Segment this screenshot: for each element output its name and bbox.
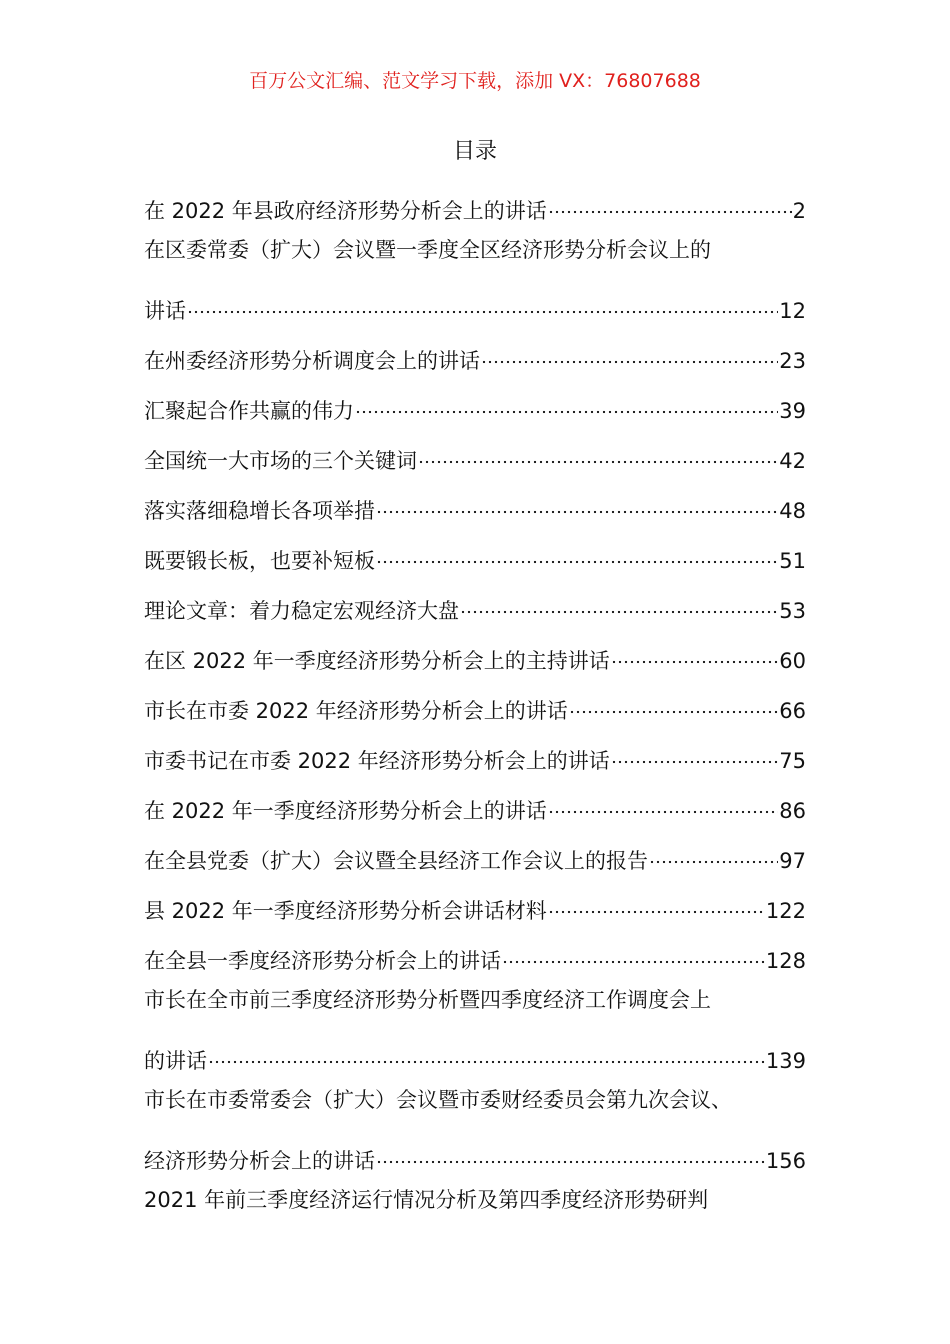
toc-page-number: 51	[779, 549, 806, 573]
dot-leader	[548, 182, 792, 218]
toc-entry-line	[144, 582, 806, 632]
toc-entry-title: 落实落细稳增长各项举措	[144, 499, 375, 523]
dot-leader	[548, 782, 778, 818]
toc-page-number: 66	[779, 699, 806, 723]
toc-entry[interactable]	[144, 332, 806, 382]
toc-page-number: 53	[779, 599, 806, 623]
dot-leader	[355, 382, 778, 418]
toc-entry-title: 讲话	[144, 299, 186, 323]
toc-entry[interactable]	[144, 232, 806, 332]
toc-page-number: 60	[779, 649, 806, 673]
toc-entry-title: 既要锻长板，也要补短板	[144, 549, 375, 573]
toc-page-number: 97	[779, 849, 806, 873]
toc-entry[interactable]	[144, 182, 806, 232]
toc-entry-line	[144, 182, 806, 232]
toc-page-number: 42	[779, 449, 806, 473]
toc-entry-title: 全国统一大市场的三个关键词	[144, 449, 417, 473]
toc-entry[interactable]	[144, 832, 806, 882]
toc-entry[interactable]	[144, 632, 806, 682]
toc-entry-line	[144, 382, 806, 432]
dot-leader	[376, 482, 778, 518]
toc-entry-line	[144, 732, 806, 782]
toc-entry-title: 市长在全市前三季度经济形势分析暨四季度经济工作调度会上	[144, 988, 711, 1012]
toc-page-number: 23	[779, 349, 806, 373]
toc-entry-title: 在 2022 年县政府经济形势分析会上的讲话	[144, 199, 547, 223]
dot-leader	[376, 1132, 765, 1168]
toc-entry-line	[144, 882, 806, 932]
toc-entry-line	[144, 1132, 806, 1182]
toc-entry-title: 汇聚起合作共赢的伟力	[144, 399, 354, 423]
toc-entry-title: 经济形势分析会上的讲话	[144, 1149, 375, 1173]
toc-entry-title: 理论文章：着力稳定宏观经济大盘	[144, 599, 459, 623]
toc-page-number: 128	[765, 949, 806, 973]
toc-entry-line	[144, 782, 806, 832]
toc-entry[interactable]	[144, 582, 806, 632]
toc-entry[interactable]	[144, 1082, 806, 1182]
toc-entry[interactable]	[144, 882, 806, 932]
toc-page-number: 75	[779, 749, 806, 773]
promo-banner: 百万公文汇编、范文学习下载，添加 VX：76807688	[249, 70, 701, 92]
toc-page-number: 39	[779, 399, 806, 423]
toc-entry-line	[144, 332, 806, 382]
dot-leader	[187, 282, 778, 318]
toc-page-number: 2	[792, 199, 806, 223]
dot-leader	[548, 882, 765, 918]
dot-leader	[418, 432, 778, 468]
toc-entry[interactable]	[144, 1182, 806, 1232]
toc-entry-line	[144, 832, 806, 882]
dot-leader	[649, 832, 778, 868]
dot-leader	[208, 1032, 765, 1068]
toc-entry[interactable]	[144, 782, 806, 832]
toc-entry-line	[144, 682, 806, 732]
dot-leader	[502, 932, 765, 968]
dot-leader	[569, 682, 778, 718]
toc-entry[interactable]	[144, 482, 806, 532]
toc-page-number: 86	[779, 799, 806, 823]
toc-entry-line	[144, 532, 806, 582]
toc-entry-title: 在全县一季度经济形势分析会上的讲话	[144, 949, 501, 973]
toc-entry-line	[144, 482, 806, 532]
toc-entry-title: 县 2022 年一季度经济形势分析会讲话材料	[144, 899, 547, 923]
toc-entry-title: 市长在市委常委会（扩大）会议暨市委财经委员会第九次会议、	[144, 1088, 732, 1112]
toc-title: 目录	[452, 139, 497, 164]
toc-entry-title: 在州委经济形势分析调度会上的讲话	[144, 349, 480, 373]
toc-entry-title: 在区委常委（扩大）会议暨一季度全区经济形势分析会议上的	[144, 238, 711, 262]
toc-page-number: 156	[765, 1149, 806, 1173]
dot-leader	[611, 632, 778, 668]
toc-entry-title: 在全县党委（扩大）会议暨全县经济工作会议上的报告	[144, 849, 648, 873]
dot-leader	[481, 332, 778, 368]
toc-entry-title: 在区 2022 年一季度经济形势分析会上的主持讲话	[144, 649, 610, 673]
dot-leader	[460, 582, 778, 618]
toc-entry[interactable]	[144, 932, 806, 982]
toc-entry-title: 在 2022 年一季度经济形势分析会上的讲话	[144, 799, 547, 823]
toc-entry-line	[144, 632, 806, 682]
toc-entry-title: 市长在市委 2022 年经济形势分析会上的讲话	[144, 699, 568, 723]
toc-entry[interactable]	[144, 532, 806, 582]
dot-leader	[611, 732, 778, 768]
toc-entry-line	[144, 282, 806, 332]
toc-entry[interactable]	[144, 682, 806, 732]
toc-page-number: 139	[765, 1049, 806, 1073]
toc-entry[interactable]	[144, 732, 806, 782]
toc-page-number: 122	[765, 899, 806, 923]
dot-leader	[376, 532, 778, 568]
table-of-contents	[144, 182, 806, 1232]
toc-entry[interactable]	[144, 982, 806, 1082]
toc-entry-title: 2021 年前三季度经济运行情况分析及第四季度经济形势研判	[144, 1188, 709, 1212]
toc-entry-title: 的讲话	[144, 1049, 207, 1073]
toc-page-number: 12	[779, 299, 806, 323]
toc-entry-line	[144, 432, 806, 482]
toc-entry[interactable]	[144, 432, 806, 482]
toc-entry[interactable]	[144, 382, 806, 432]
toc-page-number: 48	[779, 499, 806, 523]
toc-entry-line	[144, 1032, 806, 1082]
toc-entry-line	[144, 932, 806, 982]
toc-entry-title: 市委书记在市委 2022 年经济形势分析会上的讲话	[144, 749, 610, 773]
